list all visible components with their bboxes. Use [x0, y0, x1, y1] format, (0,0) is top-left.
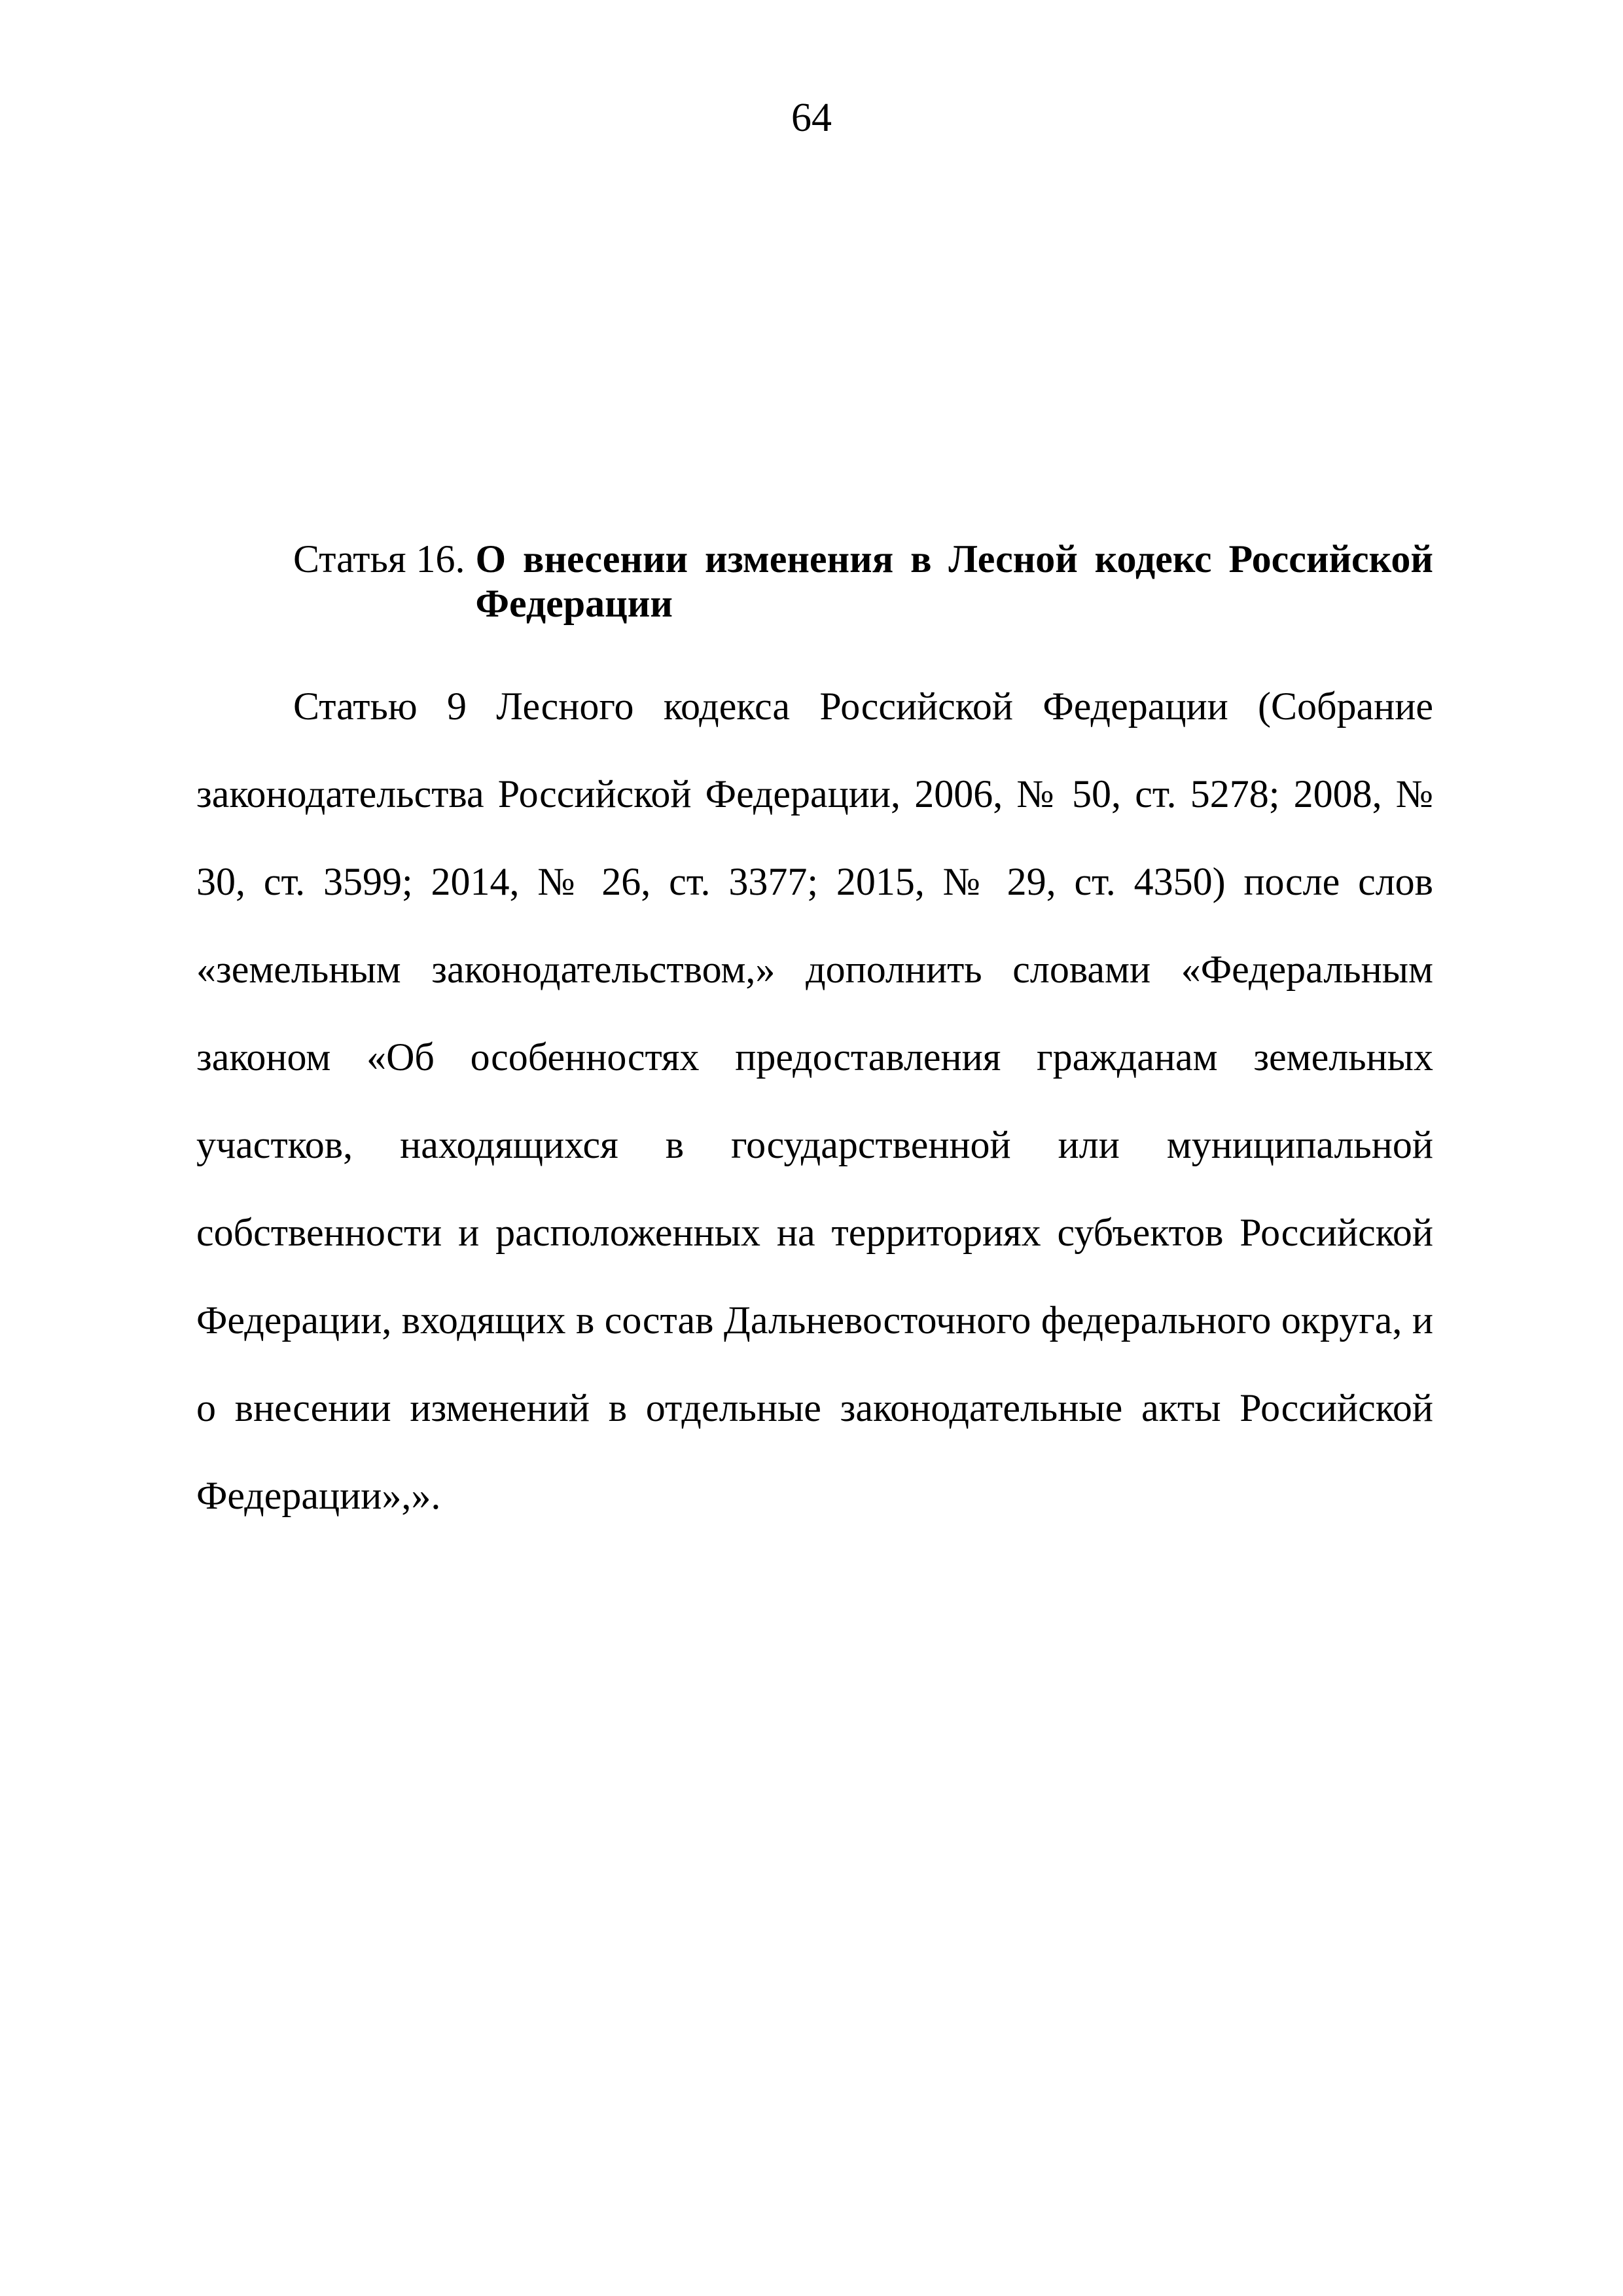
article-title: О внесении изменения в Лесной кодекс Российской Федерации — [475, 537, 1433, 625]
article-label: Статья 16. — [293, 537, 465, 581]
page-number: 64 — [791, 96, 832, 140]
article-heading — [293, 537, 1433, 626]
article-body-paragraph: Статью 9 Лесного кодекса Российской Федерации (Собрание законодательства Российской Федерации, 2006, № 50, ст. 5278; 2008, № 30, ст. 3599; 2014, № 26, ст. 3377; 2015, № 29, ст. 4350) после слов «земельным законодательством,» дополнить словами «Федеральным законом «Об особенностях предоставления гражданам земельных участков, находящихся в государственной или муниципальной собственности и расположенных на территориях субъектов Российской Федерации, входящих в состав Дальневосточного федерального округа, и о внесении изменений в отдельные законодательные акты Российской Федерации»,». — [196, 685, 1433, 1517]
